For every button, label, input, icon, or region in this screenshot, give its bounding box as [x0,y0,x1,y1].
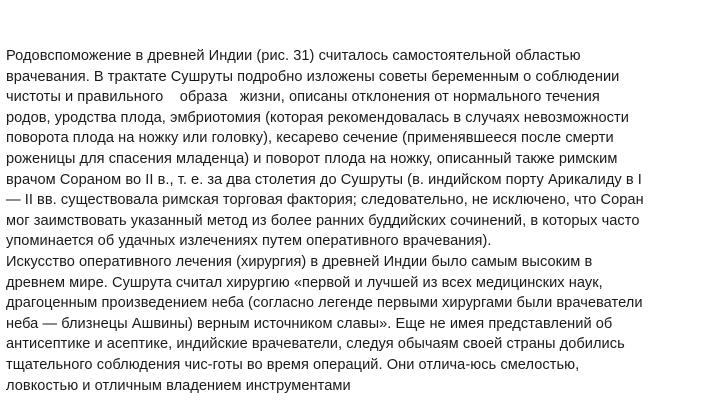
text-line: врачом Сораном во II в., т. е. за два столетия до Сушруты (в. индийском порту Арикалиду в I [6,171,642,188]
text-line: древнем мире. Сушрута считал хирургию «первой и лучшей из всех медицинских наук, [6,274,603,291]
text-line: чистоты и правильного образа жизни, описаны отклонения от нормального течения [6,89,600,106]
text-line: антисептике и асептике, индийские врачеватели, следуя обычаям своей страны добились [6,336,625,353]
text-line: драгоценным произведением неба (согласно легенде первыми хирургами были врачеватели [6,295,643,312]
text-line: упоминается об удачных излечениях путем оперативного врачевания). [6,233,492,250]
text-line: неба — близнецы Ашвины) верным источником славы». Еще не имея представлений об [6,315,613,332]
document-text [6,46,712,396]
text-line: ловкостью и отличным владением инструментами [6,377,351,394]
text-line: врачевания. В трактате Сушруты подробно изложены советы беременным о соблюдении [6,68,620,85]
text-line: — II вв. существовала римская торговая фактория; следовательно, не исключено, что Соран [6,192,644,209]
text-line: родов, уродства плода, эмбриотомия (которая рекомендовалась в случаях невозможности [6,109,629,126]
text-line: поворота плода на ножку или головку), кесарево сечение (применявшееся после смерти [6,130,614,147]
paragraph-obstetrics [6,46,712,252]
text-line: Родовспоможение в древней Индии (рис. 31) считалось самостоятельной областью [6,48,581,64]
text-line: тщательного соблюдения чис-готы во время операций. Они отлича-юсь смелостью, [6,356,580,373]
text-line: Искусство оперативного лечения (хирургия) в древней Индии было самым высоким в [6,253,593,270]
text-line: роженицы для спасения младенца) и поворот плода на ножку, описанный также римским [6,150,618,167]
text-line: мог заимствовать указанный метод из более ранних буддийских сочинений, в которых часто [6,212,640,229]
paragraph-surgery [6,252,712,396]
